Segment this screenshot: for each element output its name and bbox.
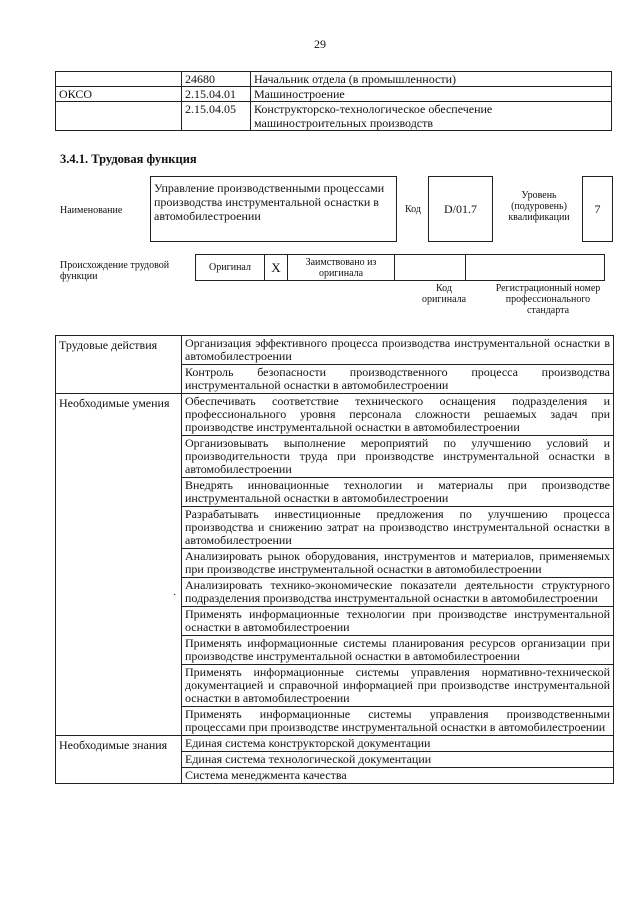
section-title: 3.4.1. Трудовая функция bbox=[60, 152, 197, 166]
skill-item: Анализировать рынок оборудования, инструментов и материалов, применяемых при производстве инструментальной оснастки в автомобилестроении bbox=[182, 549, 614, 578]
skill-item: Внедрять инновационные технологии и материалы при производстве инструментальной оснастки в автомобилестроении bbox=[182, 478, 614, 507]
skill-item: Применять информационные системы управления нормативно-технической документацией и справочной информацией при производстве инструментальной оснастки в автомобилестроении bbox=[182, 665, 614, 707]
table-row bbox=[56, 394, 614, 436]
labor-action-item: Организация эффективного процесса производства инструментальной оснастки в автомобилестроении bbox=[182, 336, 614, 365]
skill-item: Разрабатывать инвестиционные предложения по улучшению процесса производства и снижению затрат на производство инструментальной оснастки в автомобилестроении bbox=[182, 507, 614, 549]
okso-table bbox=[55, 71, 612, 131]
knowledge-item: Система менеджмента качества bbox=[182, 768, 614, 784]
skill-item: Организовывать выполнение мероприятий по улучшению условий и производительности труда при производстве инструментальной оснастки в автомобилестроении bbox=[182, 436, 614, 478]
okso-code-cell: 2.15.04.05 bbox=[182, 102, 251, 131]
original-mark: X bbox=[264, 254, 288, 281]
skill-item: Применять информационные технологии при производстве инструментальной оснастки в автомобилестроении bbox=[182, 607, 614, 636]
level-box: 7 bbox=[582, 176, 613, 242]
borrowed-cell: Заимствовано из оригинала bbox=[287, 254, 395, 281]
name-label: Наименование bbox=[60, 205, 123, 216]
okso-label-cell bbox=[56, 72, 182, 87]
okso-code-cell: 2.15.04.01 bbox=[182, 87, 251, 102]
okso-name-cell: Начальник отдела (в промышленности) bbox=[251, 72, 612, 87]
okso-row bbox=[56, 72, 612, 87]
original-cell: Оригинал bbox=[195, 254, 265, 281]
okso-label-cell: ОКСО bbox=[56, 87, 182, 102]
skill-item: Анализировать технико-экономические показатели деятельности структурного подразделения производства инструментальной оснастки в автомобилестроении bbox=[182, 578, 614, 607]
function-name-box: Управление производственными процессами производства инструментальной оснастки в автомобилестроении bbox=[150, 176, 397, 242]
okso-label-cell bbox=[56, 102, 182, 131]
origin-label: Происхождение трудовой функции bbox=[60, 260, 170, 282]
reg-number-caption: Регистрационный номер профессионального стандарта bbox=[495, 283, 601, 316]
okso-row bbox=[56, 87, 612, 102]
origin-row bbox=[195, 254, 605, 281]
okso-row bbox=[56, 102, 612, 131]
origin-code-cell bbox=[394, 254, 466, 281]
level-label: Уровень (подуровень) квалификации bbox=[508, 190, 570, 223]
okso-name-cell: Конструкторско-технологическое обеспечение машиностроительных производств bbox=[251, 102, 612, 131]
page-number: 29 bbox=[314, 37, 326, 51]
labor-actions-header: Трудовые действия bbox=[56, 336, 182, 394]
scan-dot: · bbox=[173, 590, 177, 601]
okso-name-cell: Машиностроение bbox=[251, 87, 612, 102]
code-original-caption: Код оригинала bbox=[421, 283, 467, 305]
skills-header: Необходимые умения bbox=[56, 394, 182, 736]
knowledge-item: Единая система конструкторской документации bbox=[182, 736, 614, 752]
table-row bbox=[56, 736, 614, 752]
code-label: Код bbox=[405, 204, 421, 215]
skill-item: Обеспечивать соответствие технического оснащения подразделения и профессионального уровня персонала сложности решаемых задач при производстве инструментальной оснастки в автомобилестроении bbox=[182, 394, 614, 436]
skill-item: Применять информационные системы управления производственными процессами при производстве инструментальной оснастки в автомобилестроении bbox=[182, 707, 614, 736]
skill-item: Применять информационные системы планирования ресурсов организации при производстве инструментальной оснастки в автомобилестроении bbox=[182, 636, 614, 665]
origin-reg-cell bbox=[465, 254, 605, 281]
labor-function-table bbox=[55, 335, 614, 784]
function-code-box: D/01.7 bbox=[428, 176, 493, 242]
knowledge-header: Необходимые знания bbox=[56, 736, 182, 784]
labor-action-item: Контроль безопасности производственного процесса производства инструментальной оснастки в автомобилестроении bbox=[182, 365, 614, 394]
knowledge-item: Единая система технологической документации bbox=[182, 752, 614, 768]
okso-code-cell: 24680 bbox=[182, 72, 251, 87]
table-row bbox=[56, 336, 614, 365]
